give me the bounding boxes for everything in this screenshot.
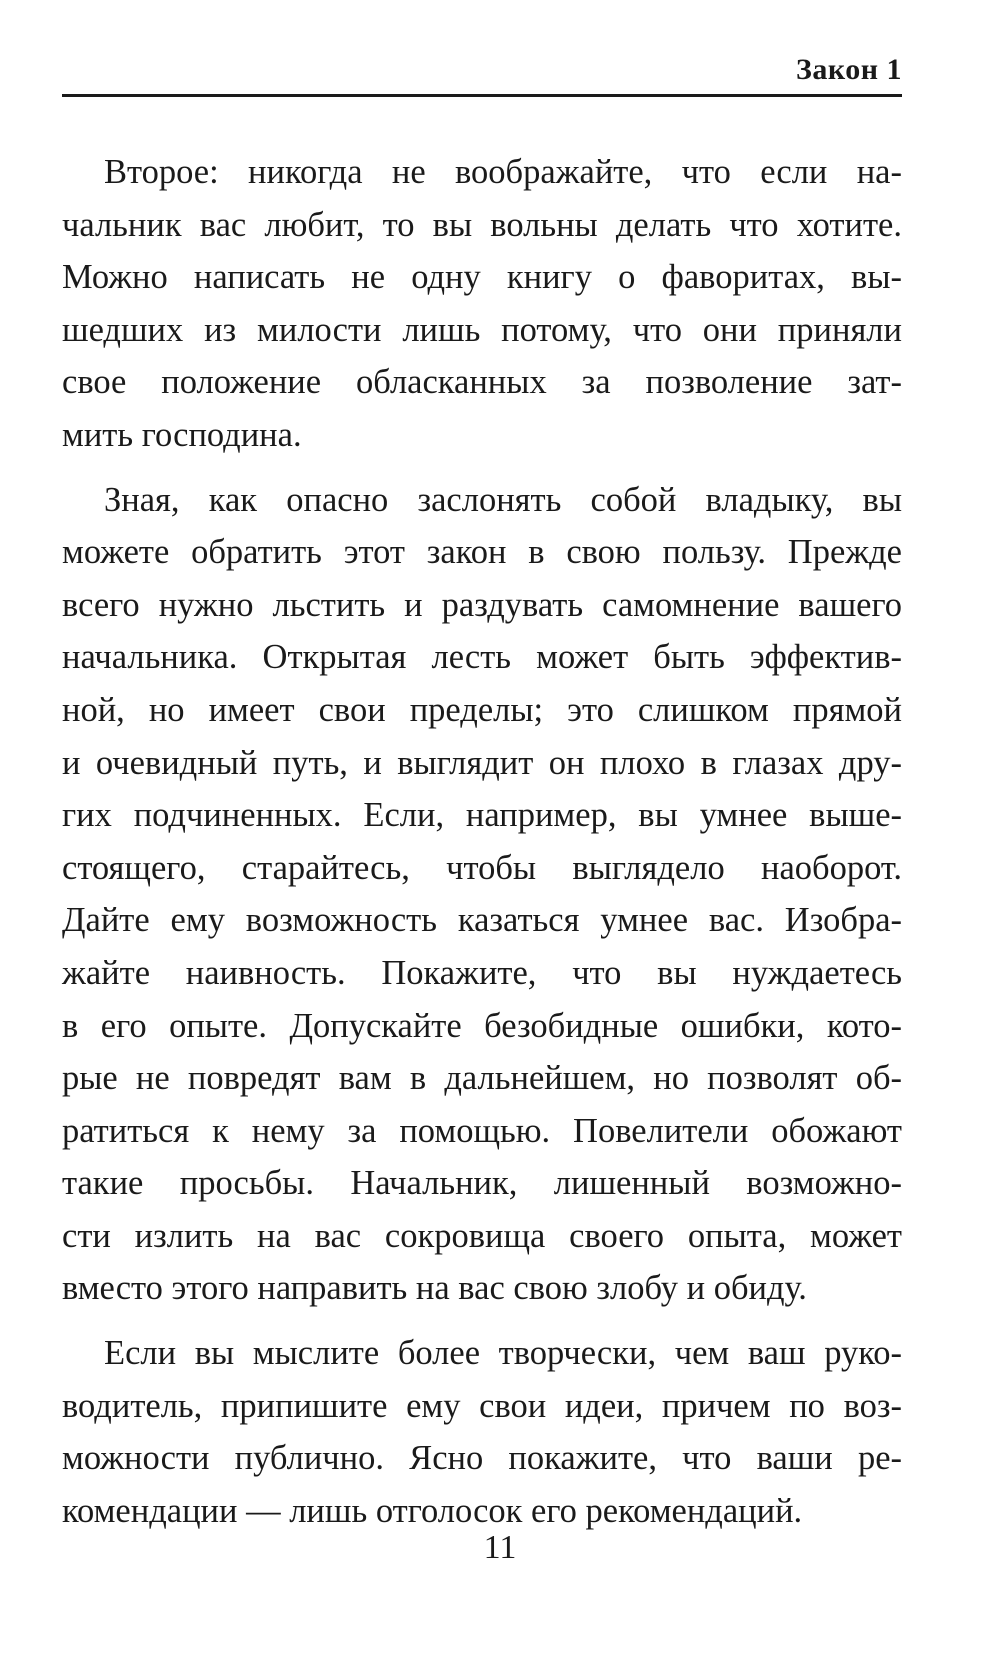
text-line: Можно написать не одну книгу о фаворитах, вы- [62, 258, 902, 297]
text-line: такие просьбы. Начальник, лишенный возможно- [62, 1164, 902, 1203]
chapter-title: Закон 1 [795, 53, 902, 86]
text-line: Зная, как опасно заслонять собой владыку, вы [104, 480, 902, 519]
paragraph [62, 146, 902, 462]
paragraph [62, 1327, 902, 1537]
text-line: можете обратить этот закон в свою пользу. Прежде [62, 533, 902, 572]
text-line: гих подчиненных. Если, например, вы умнее выше- [62, 796, 902, 835]
body-text [62, 146, 902, 1549]
text-line: можности публично. Ясно покажите, что ваши ре- [62, 1439, 902, 1478]
text-line: чальник вас любит, то вы вольны делать что хотите. [62, 205, 902, 244]
text-line: вместо этого направить на вас свою злобу и обиду. [62, 1269, 807, 1308]
text-line: рые не повредят вам в дальнейшем, но позволят об- [62, 1059, 902, 1098]
text-line: начальника. Открытая лесть может быть эффектив- [62, 638, 902, 677]
text-line: шедших из милости лишь потому, что они приняли [62, 310, 902, 349]
page-number: 11 [483, 1529, 517, 1566]
text-line: стоящего, старайтесь, чтобы выглядело наоборот. [62, 848, 902, 887]
text-line: мить господина. [62, 415, 302, 454]
text-line: всего нужно льстить и раздувать самомнение вашего [62, 585, 902, 624]
text-line: ратиться к нему за помощью. Повелители обожают [62, 1111, 902, 1150]
running-head [62, 50, 902, 97]
text-line: Дайте ему возможность казаться умнее вас. Изобра- [62, 901, 902, 940]
text-line: и очевидный путь, и выглядит он плохо в глазах дру- [62, 743, 902, 782]
text-line: жайте наивность. Покажите, что вы нуждаетесь [62, 953, 902, 992]
text-line: Второе: никогда не воображайте, что если на- [104, 153, 902, 191]
text-line: свое положение обласканных за позволение зат- [62, 363, 902, 402]
text-line: водитель, припишите ему свои идеи, причем по воз- [62, 1386, 902, 1425]
text-line: ной, но имеет свои пределы; это слишком прямой [62, 690, 902, 729]
text-line: Если вы мыслите более творчески, чем ваш руко- [104, 1334, 902, 1373]
paragraph [62, 474, 902, 1316]
text-line: комендации — лишь отголосок его рекомендаций. [62, 1491, 803, 1530]
text-line: в его опыте. Допускайте безобидные ошибки, кото- [62, 1006, 902, 1045]
text-line: сти излить на вас сокровища своего опыта, может [62, 1216, 902, 1255]
